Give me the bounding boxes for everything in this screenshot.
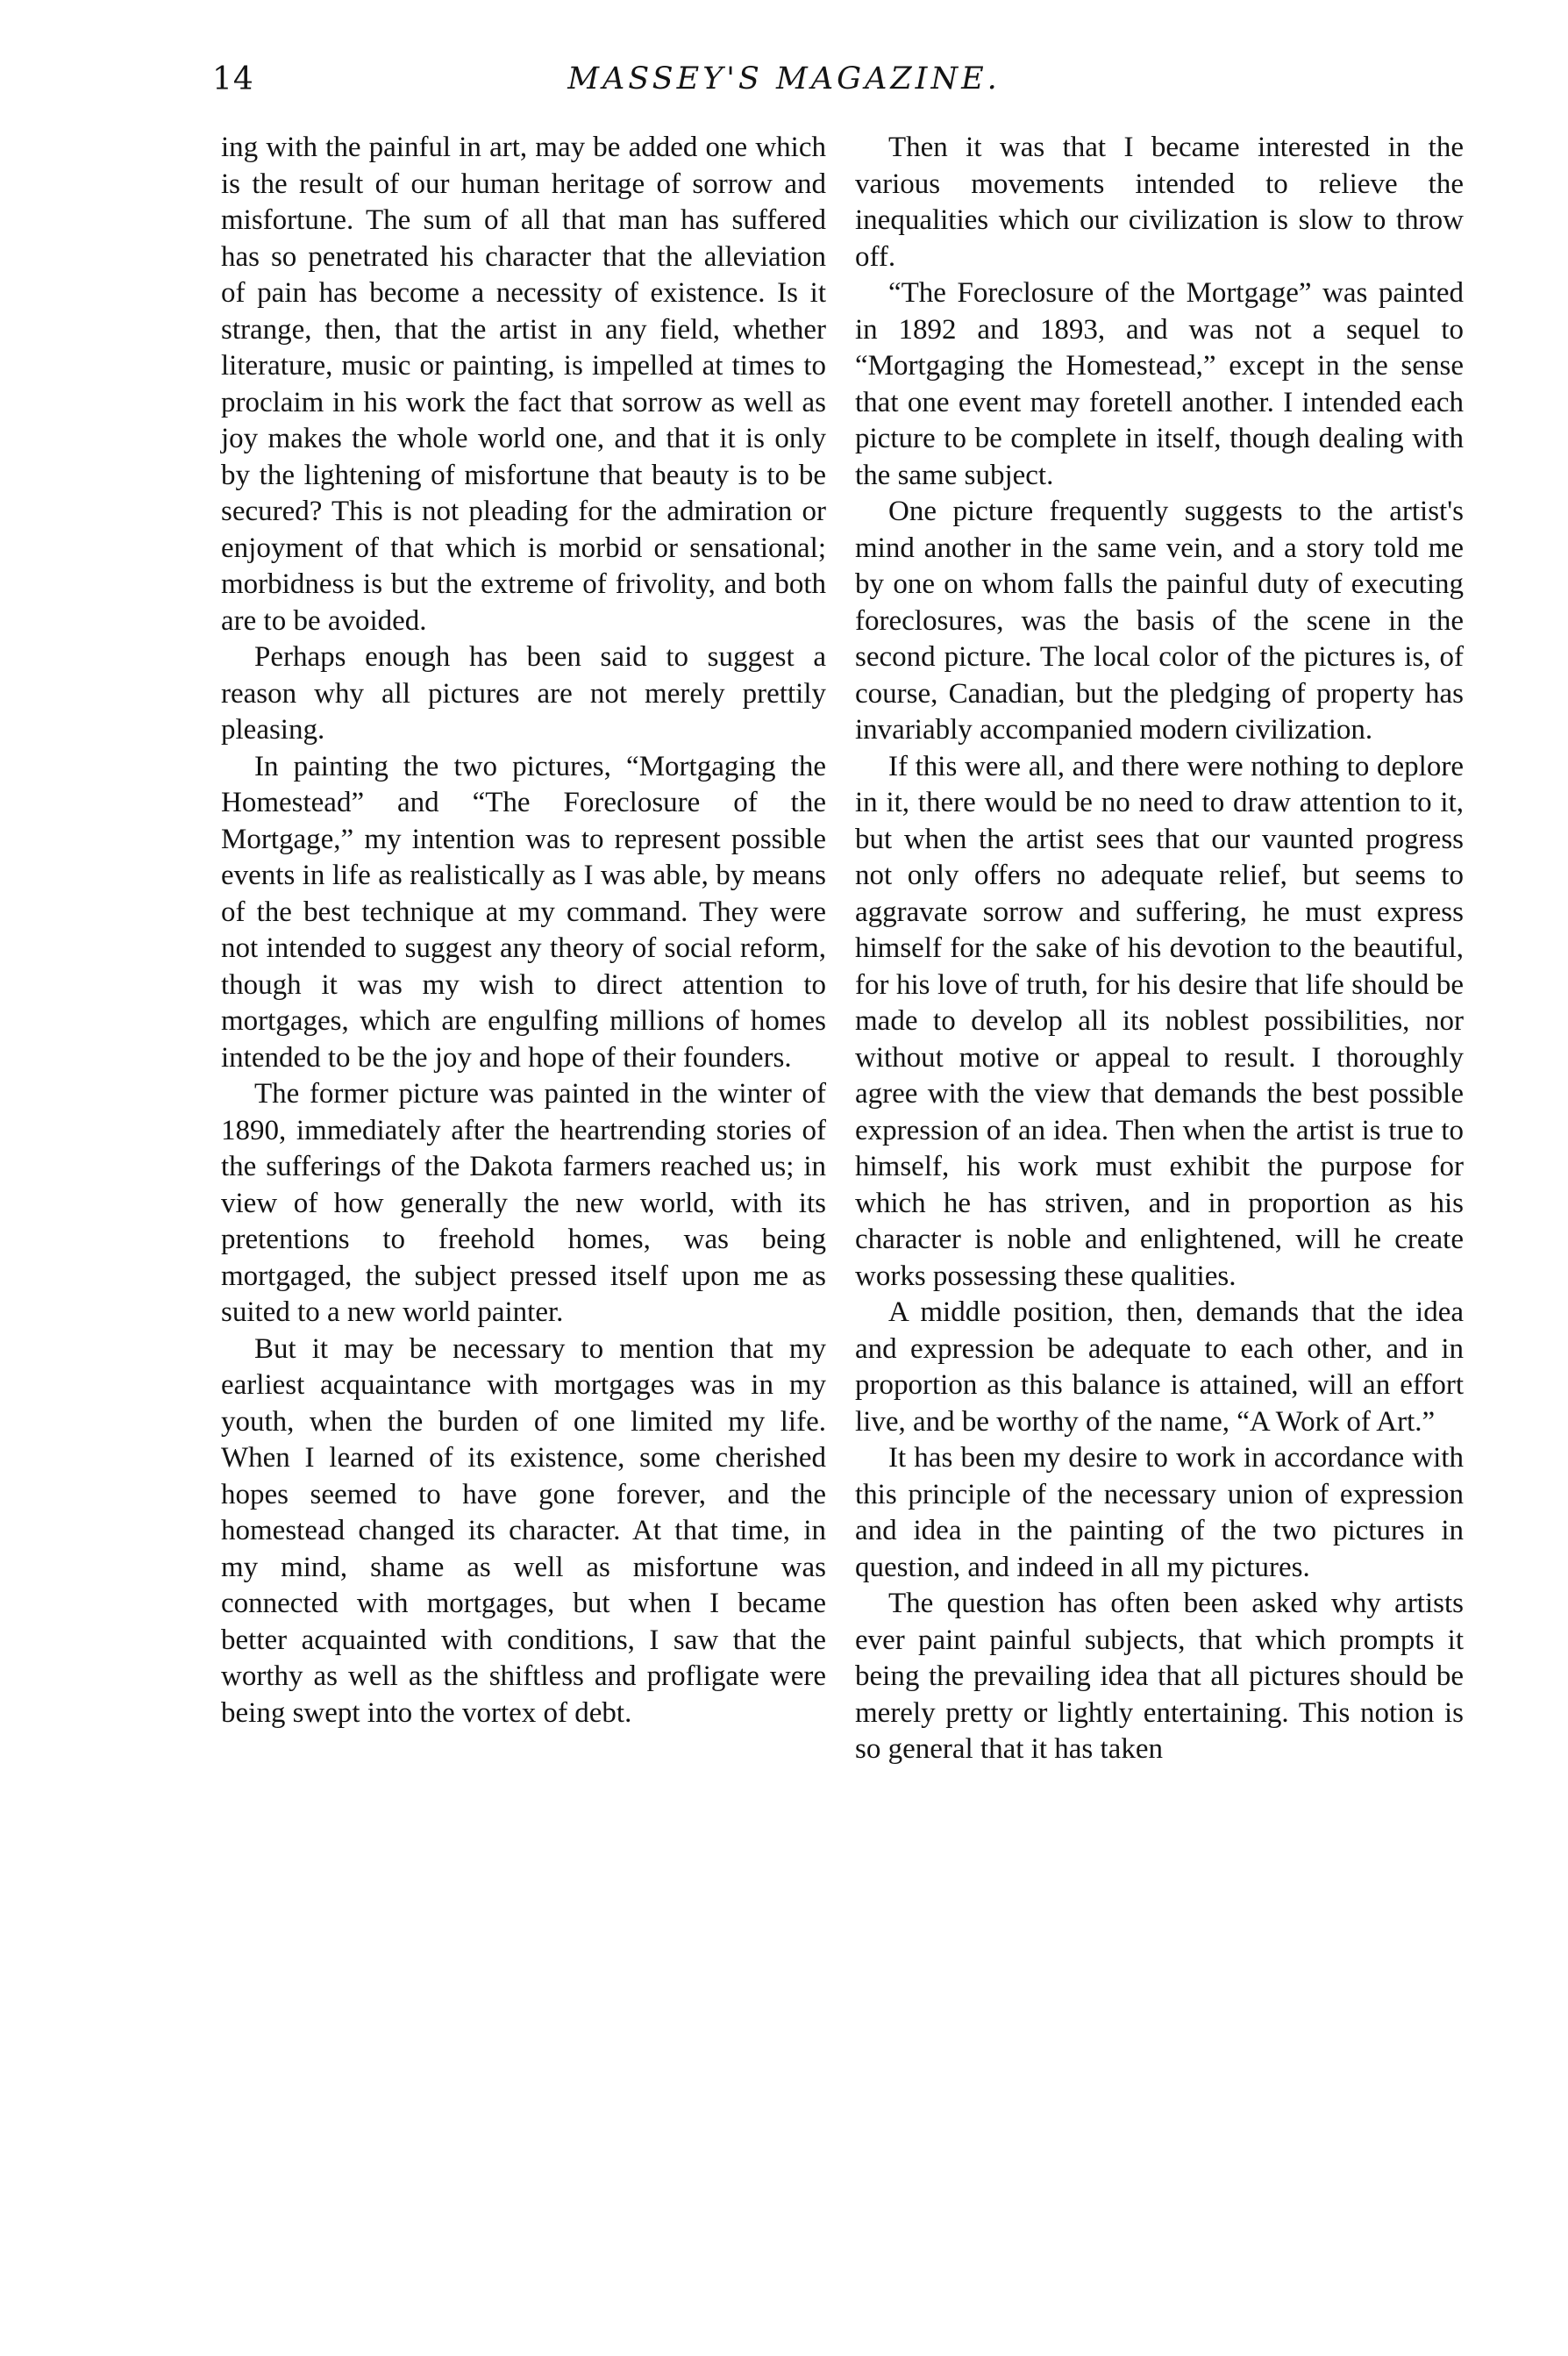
paragraph: The former picture was painted in the winter of 1890, immediately after the heartrending stories of the sufferings of the Dakota farmers reached us; in view of how generally the new world, with its pretentions to freehold homes, was being mortgaged, the subject pressed itself upon me as suited to a new world painter.	[221, 1078, 826, 1328]
left-column	[221, 130, 826, 1731]
paragraph: If this were all, and there were nothing to deplore in it, there would be no need to draw attention to it, but when the artist sees that our vaunted progress not only offers no adequate relief, but seems to aggravate sorrow and suffering, he must express himself for the sake of his devotion to the beautiful, for his love of truth, for his desire that life should be made to develop all its noblest possibilities, nor without motive or appeal to result. I thoroughly agree with the view that demands the best possible expression of an idea. Then when the artist is true to himself, his work must exhibit the purpose for which he has striven, and in proportion as his character is noble and enlightened, will he create works possessing these qualities.	[855, 750, 1464, 1292]
paragraph: It has been my desire to work in accordance with this principle of the necessary union of expression and idea in the painting of the two pictures in question, and indeed in all my pictures.	[855, 1442, 1464, 1583]
right-column	[855, 130, 1464, 1768]
paragraph: But it may be necessary to mention that my earliest acquaintance with mortgages was in my youth, when the burden of one limited my life. When I learned of its existence, some cherished hopes seemed to have gone forever, and the homestead changed its character. At that time, in my mind, shame as well as misfortune was connected with mortgages, but when I became better acquainted with conditions, I saw that the worthy as well as the shiftless and profligate were being swept into the vortex of debt.	[221, 1332, 826, 1729]
paragraph: A middle position, then, demands that the idea and expression be adequate to each other, and in proportion as this balance is attained, will an effort live, and be worthy of the name, “A Work of Art.”	[855, 1296, 1464, 1438]
paragraph: Then it was that I became interested in the various movements intended to relieve the inequalities which our civilization is slow to throw off.	[855, 132, 1464, 273]
page-number: 14	[212, 61, 254, 97]
paragraph: “The Foreclosure of the Mortgage” was painted in 1892 and 1893, and was not a sequel to “Mortgaging the Homestead,” except in the sense that one event may foretell another. I intended each picture to be complete in itself, though dealing with the same subject.	[855, 277, 1464, 491]
paragraph: Perhaps enough has been said to suggest a reason why all pictures are not merely prettily pleasing.	[221, 641, 826, 746]
running-head: MASSEY'S MAGAZINE.	[567, 61, 1001, 96]
paragraph: ing with the painful in art, may be added one which is the result of our human heritage of sorrow and misfortune. The sum of all that man has suffered has so penetrated his character that the alleviation of pain has become a necessity of existence. Is it strange, then, that the artist in any field, whether literature, music or painting, is impelled at times to proclaim in his work the fact that sorrow as well as joy makes the whole world one, and that it is only by the lightening of misfortune that beauty is to be secured? This is not pleading for the admiration or enjoyment of that which is morbid or sensational; morbidness is but the extreme of frivolity, and both are to be avoided.	[221, 132, 826, 637]
paragraph: The question has often been asked why artists ever paint painful subjects, that which prompts it being the prevailing idea that all pictures should be merely pretty or lightly entertaining. This notion is so general that it has taken	[855, 1588, 1464, 1765]
paragraph: One picture frequently suggests to the artist's mind another in the same vein, and a story told me by one on whom falls the painful duty of executing foreclosures, was the basis of the scene in the second picture. The local color of the pictures is, of course, Canadian, but the pledging of property has invariably accompanied modern civilization.	[855, 496, 1464, 746]
paragraph: In painting the two pictures, “Mortgaging the Homestead” and “The Foreclosure of the Mortgage,” my intention was to represent possible events in life as realistically as I was able, by means of the best technique at my command. They were not intended to suggest any theory of social reform, though it was my wish to direct attention to mortgages, which are engulfing millions of homes intended to be the joy and hope of their founders.	[221, 750, 826, 1074]
